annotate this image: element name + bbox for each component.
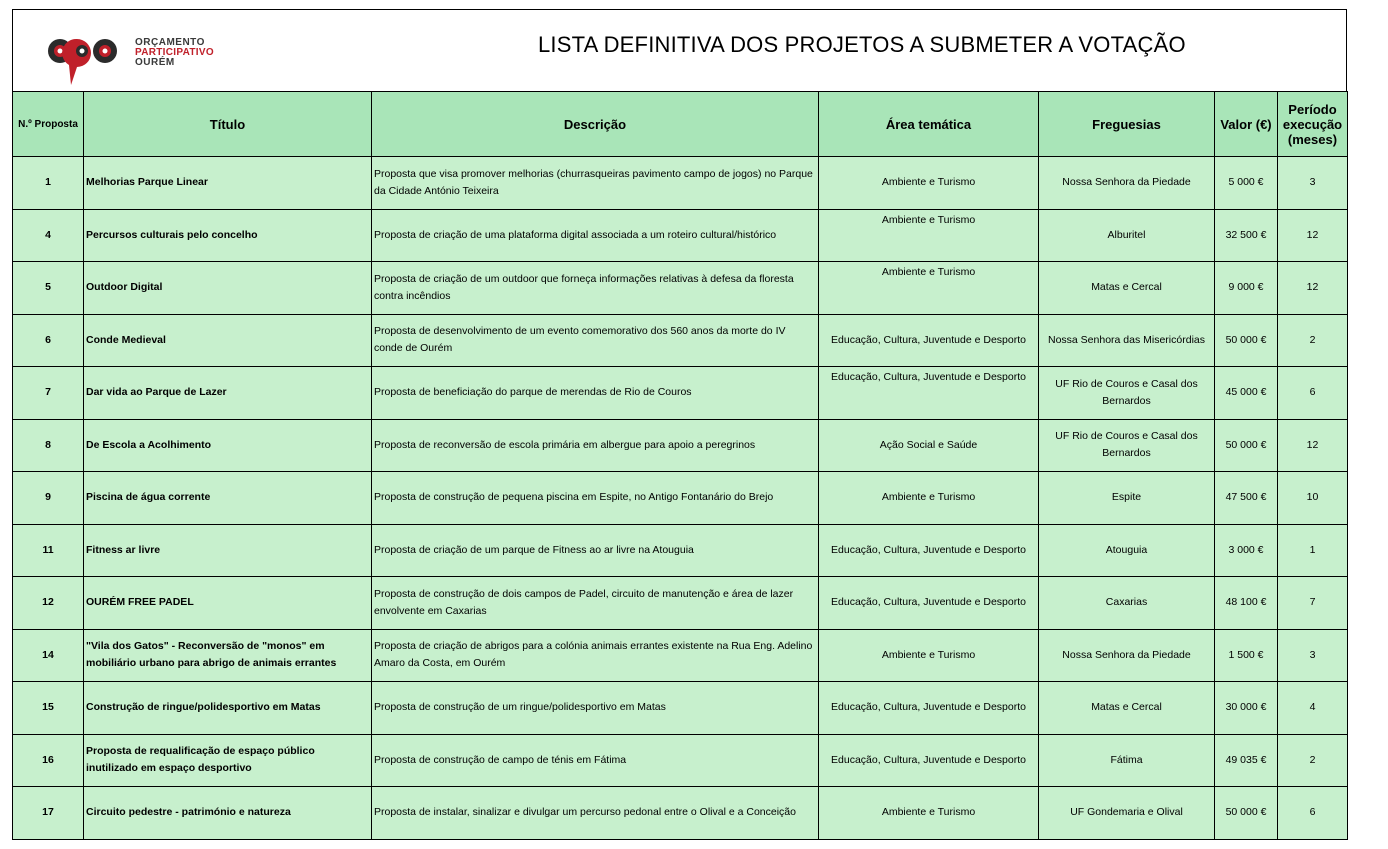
cell-numero: 8 [13,419,84,472]
col-header-numero: N.º Proposta [13,92,84,157]
cell-titulo: Circuito pedestre - património e natureza [84,787,372,840]
logo-line-1: ORÇAMENTO [135,37,205,48]
cell-descricao: Proposta de criação de um parque de Fitness ao ar livre na Atouguia [372,524,819,577]
logo-line-3: OURÉM [135,57,175,68]
cell-periodo: 2 [1278,314,1348,367]
table-header-row [13,92,1348,157]
cell-periodo: 12 [1278,209,1348,262]
cell-titulo: De Escola a Acolhimento [84,419,372,472]
cell-area: Ambiente e Turismo [819,209,1039,262]
orcamento-participativo-logo [47,31,247,91]
cell-numero: 1 [13,157,84,210]
cell-descricao: Proposta de criação de uma plataforma digital associada a um roteiro cultural/histórico [372,209,819,262]
cell-descricao: Proposta que visa promover melhorias (churrasqueiras pavimento campo de jogos) no Parque da Cidade António Teixeira [372,157,819,210]
cell-titulo: Construção de ringue/polidesportivo em Matas [84,682,372,735]
cell-freguesia: Nossa Senhora das Misericórdias [1039,314,1215,367]
table-row [13,787,1348,840]
logo-circles-icon [47,31,133,91]
cell-area: Educação, Cultura, Juventude e Desporto [819,577,1039,630]
col-header-titulo: Título [84,92,372,157]
col-header-periodo: Período execução (meses) [1278,92,1348,157]
cell-area: Ambiente e Turismo [819,787,1039,840]
table-row [13,419,1348,472]
cell-freguesia: UF Gondemaria e Olival [1039,787,1215,840]
cell-area: Ambiente e Turismo [819,472,1039,525]
cell-titulo: Outdoor Digital [84,262,372,315]
cell-valor: 9 000 € [1215,262,1278,315]
cell-valor: 3 000 € [1215,524,1278,577]
cell-titulo: Melhorias Parque Linear [84,157,372,210]
cell-descricao: Proposta de criação de abrigos para a colónia animais errantes existente na Rua Eng. Adelino Amaro da Costa, em Ourém [372,629,819,682]
projects-table [12,91,1348,840]
cell-freguesia: UF Rio de Couros e Casal dos Bernardos [1039,367,1215,420]
cell-valor: 49 035 € [1215,734,1278,787]
cell-titulo: Dar vida ao Parque de Lazer [84,367,372,420]
cell-descricao: Proposta de construção de campo de ténis em Fátima [372,734,819,787]
cell-valor: 30 000 € [1215,682,1278,735]
cell-area: Educação, Cultura, Juventude e Desporto [819,734,1039,787]
cell-periodo: 12 [1278,419,1348,472]
cell-freguesia: UF Rio de Couros e Casal dos Bernardos [1039,419,1215,472]
cell-freguesia: Fátima [1039,734,1215,787]
table-row [13,524,1348,577]
cell-descricao: Proposta de construção de pequena piscina em Espite, no Antigo Fontanário do Brejo [372,472,819,525]
cell-area: Educação, Cultura, Juventude e Desporto [819,524,1039,577]
cell-titulo: Conde Medieval [84,314,372,367]
cell-valor: 32 500 € [1215,209,1278,262]
cell-valor: 48 100 € [1215,577,1278,630]
cell-freguesia: Caxarias [1039,577,1215,630]
col-header-valor: Valor (€) [1215,92,1278,157]
table-row [13,472,1348,525]
cell-numero: 15 [13,682,84,735]
document-title: LISTA DEFINITIVA DOS PROJETOS A SUBMETER A VOTAÇÃO [538,32,1186,57]
cell-numero: 4 [13,209,84,262]
col-header-descricao: Descrição [372,92,819,157]
cell-periodo: 3 [1278,629,1348,682]
cell-freguesia: Espite [1039,472,1215,525]
cell-periodo: 10 [1278,472,1348,525]
cell-periodo: 4 [1278,682,1348,735]
cell-numero: 16 [13,734,84,787]
table-row [13,262,1348,315]
cell-valor: 5 000 € [1215,157,1278,210]
cell-valor: 50 000 € [1215,314,1278,367]
cell-descricao: Proposta de criação de um outdoor que forneça informações relativas à defesa da floresta contra incêndios [372,262,819,315]
table-row [13,577,1348,630]
table-row [13,367,1348,420]
cell-titulo: Piscina de água corrente [84,472,372,525]
cell-periodo: 7 [1278,577,1348,630]
col-header-freguesias: Freguesias [1039,92,1215,157]
cell-titulo: OURÉM FREE PADEL [84,577,372,630]
cell-descricao: Proposta de reconversão de escola primária em albergue para apoio a peregrinos [372,419,819,472]
cell-periodo: 6 [1278,367,1348,420]
cell-descricao: Proposta de construção de dois campos de Padel, circuito de manutenção e área de lazer envolvente em Caxarias [372,577,819,630]
cell-numero: 12 [13,577,84,630]
cell-area: Ação Social e Saúde [819,419,1039,472]
document-header [12,9,1347,91]
cell-area: Ambiente e Turismo [819,157,1039,210]
cell-titulo: Percursos culturais pelo concelho [84,209,372,262]
cell-area: Ambiente e Turismo [819,629,1039,682]
cell-valor: 50 000 € [1215,419,1278,472]
cell-area: Ambiente e Turismo [819,262,1039,315]
cell-numero: 5 [13,262,84,315]
cell-numero: 14 [13,629,84,682]
cell-freguesia: Alburitel [1039,209,1215,262]
cell-descricao: Proposta de instalar, sinalizar e divulgar um percurso pedonal entre o Olival e a Conceição [372,787,819,840]
cell-periodo: 1 [1278,524,1348,577]
cell-valor: 47 500 € [1215,472,1278,525]
cell-valor: 50 000 € [1215,787,1278,840]
cell-numero: 11 [13,524,84,577]
cell-freguesia: Nossa Senhora da Piedade [1039,629,1215,682]
cell-titulo: Proposta de requalificação de espaço público inutilizado em espaço desportivo [84,734,372,787]
table-row [13,209,1348,262]
cell-freguesia: Matas e Cercal [1039,682,1215,735]
col-header-area: Área temática [819,92,1039,157]
cell-descricao: Proposta de desenvolvimento de um evento comemorativo dos 560 anos da morte do IV conde de Ourém [372,314,819,367]
cell-periodo: 6 [1278,787,1348,840]
cell-periodo: 2 [1278,734,1348,787]
cell-periodo: 3 [1278,157,1348,210]
table-row [13,682,1348,735]
logo-line-2: PARTICIPATIVO [135,47,214,58]
cell-descricao: Proposta de beneficiação do parque de merendas de Rio de Couros [372,367,819,420]
cell-valor: 1 500 € [1215,629,1278,682]
cell-descricao: Proposta de construção de um ringue/polidesportivo em Matas [372,682,819,735]
cell-numero: 17 [13,787,84,840]
cell-freguesia: Atouguia [1039,524,1215,577]
cell-area: Educação, Cultura, Juventude e Desporto [819,314,1039,367]
table-row [13,629,1348,682]
cell-area: Educação, Cultura, Juventude e Desporto [819,367,1039,420]
cell-area: Educação, Cultura, Juventude e Desporto [819,682,1039,735]
table-row [13,314,1348,367]
cell-titulo: "Vila dos Gatos" - Reconversão de "monos" em mobiliário urbano para abrigo de animais errantes [84,629,372,682]
cell-numero: 9 [13,472,84,525]
cell-numero: 6 [13,314,84,367]
cell-numero: 7 [13,367,84,420]
cell-valor: 45 000 € [1215,367,1278,420]
cell-freguesia: Nossa Senhora da Piedade [1039,157,1215,210]
cell-periodo: 12 [1278,262,1348,315]
cell-freguesia: Matas e Cercal [1039,262,1215,315]
cell-titulo: Fitness ar livre [84,524,372,577]
table-row [13,157,1348,210]
table-row [13,734,1348,787]
